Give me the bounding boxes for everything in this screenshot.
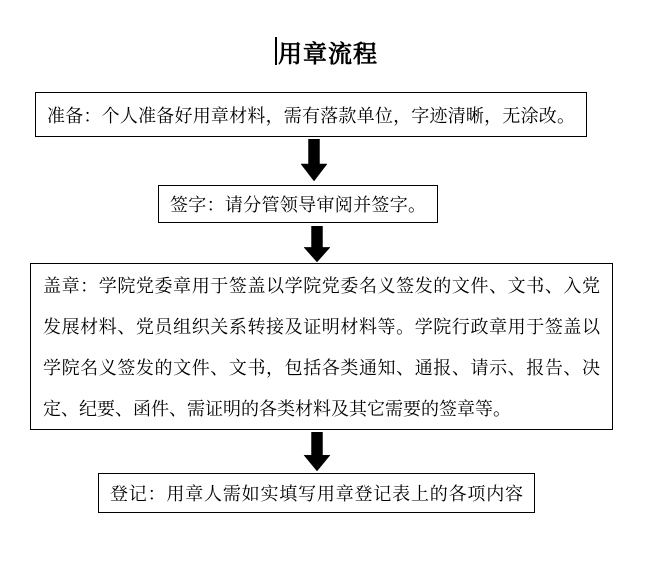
flow-step-register[interactable] <box>98 473 535 513</box>
flow-step-stamp-line: 发展材料、党员组织关系转接及证明材料等。学院行政章用于签盖以 <box>43 317 600 337</box>
page-title-text: 用章流程 <box>278 40 378 68</box>
flow-step-prepare-text: 准备：个人准备好用章材料，需有落款单位，字迹清晰，无涂改。 <box>47 105 575 126</box>
flow-step-stamp-line: 学院名义签发的文件、文书，包括各类通知、通报、请示、报告、决 <box>43 358 600 378</box>
flow-step-sign[interactable] <box>158 185 438 223</box>
flow-step-stamp-line: 盖章：学院党委章用于签盖以学院党委名义签发的文件、文书、入党 <box>43 276 600 296</box>
text-cursor <box>275 37 277 65</box>
flow-step-stamp[interactable] <box>30 263 613 430</box>
flow-step-sign-text: 签字：请分管领导审阅并签字。 <box>170 195 426 215</box>
flow-step-prepare[interactable] <box>35 92 587 137</box>
down-arrow-icon <box>303 226 331 262</box>
page-title <box>0 35 653 67</box>
flow-step-stamp-line: 定、纪要、函件、需证明的各类材料及其它需要的签章等。 <box>43 399 511 419</box>
down-arrow-icon <box>303 432 331 471</box>
down-arrow-icon <box>300 139 328 181</box>
flow-step-register-text: 登记：用章人需如实填写用章登记表上的各项内容 <box>110 484 523 504</box>
